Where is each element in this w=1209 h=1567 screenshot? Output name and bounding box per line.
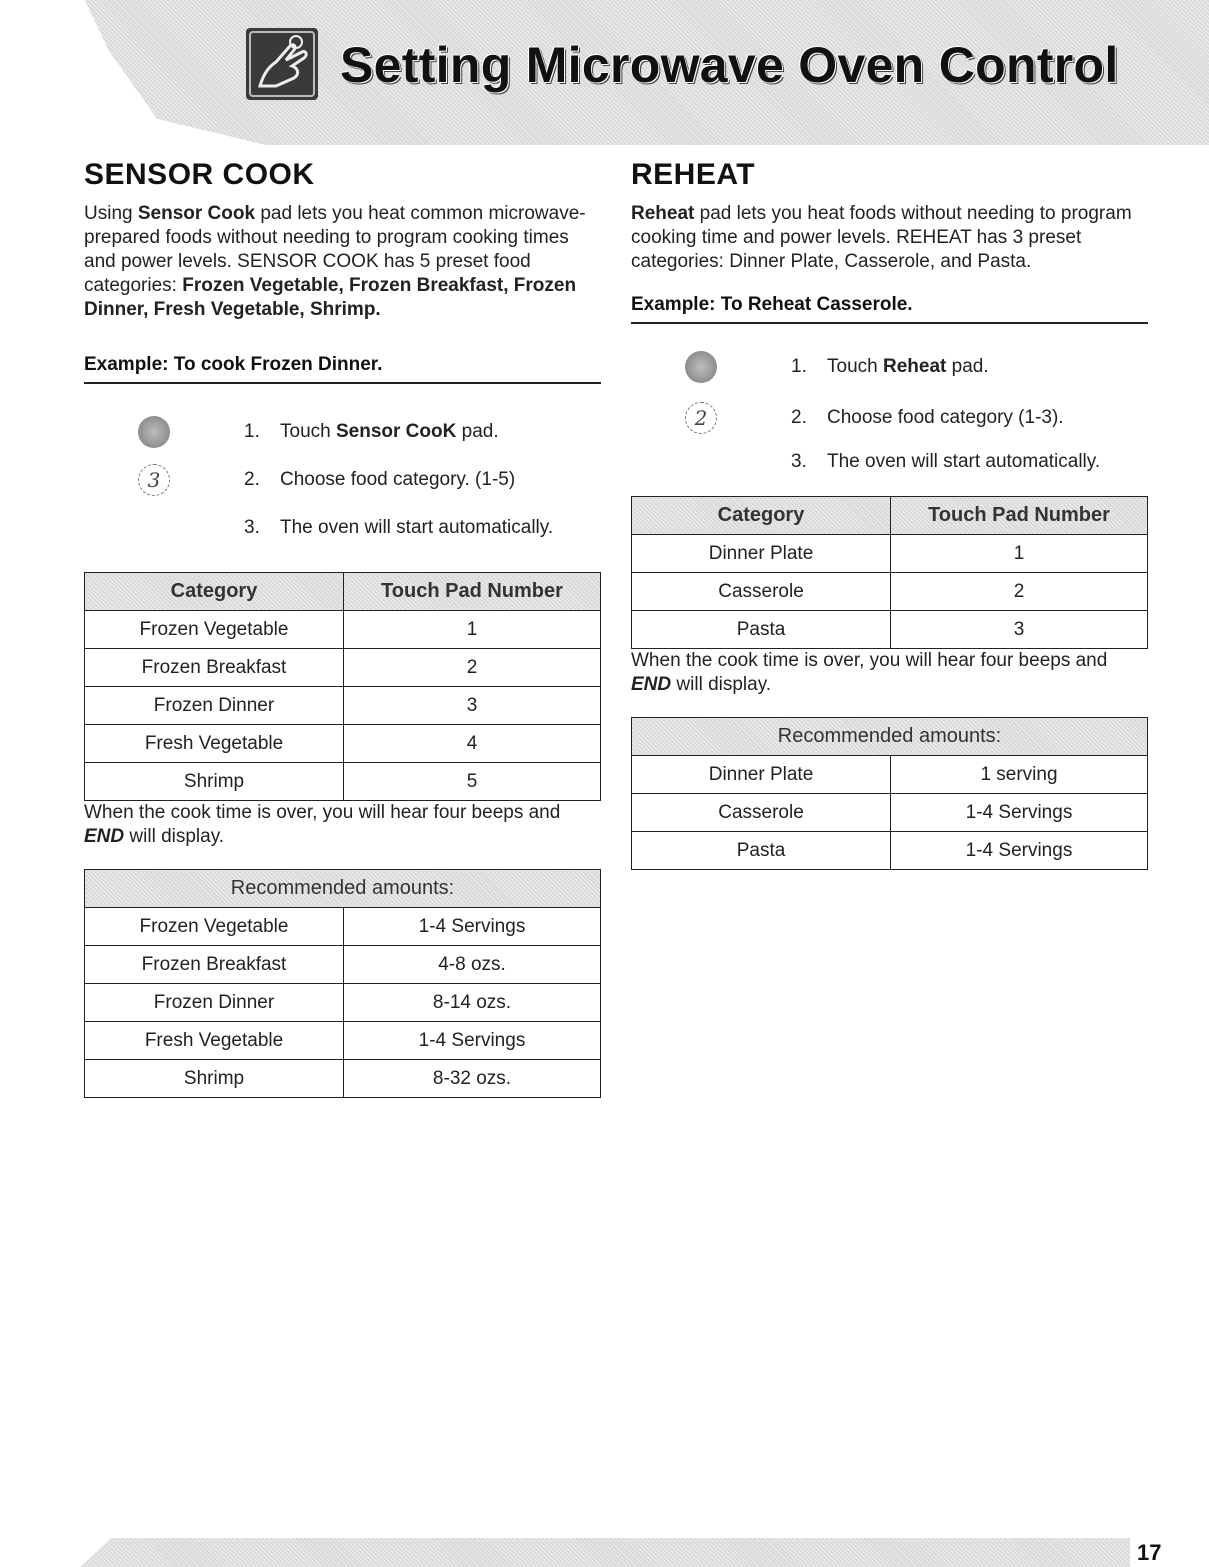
table-cell: Pasta bbox=[632, 611, 891, 649]
number-3-pad-icon[interactable]: 3 bbox=[138, 464, 170, 496]
reheat-pad-icon[interactable] bbox=[685, 351, 717, 383]
table-cell: Dinner Plate bbox=[632, 756, 891, 794]
table-row bbox=[632, 756, 1148, 794]
table-header-cell: Touch Pad Number bbox=[891, 497, 1148, 535]
table-cell: 1-4 Servings bbox=[891, 832, 1148, 870]
table-row bbox=[632, 573, 1148, 611]
sensor-cook-steps bbox=[84, 408, 601, 552]
table-cell: 3 bbox=[344, 687, 601, 725]
table-cell: 2 bbox=[891, 573, 1148, 611]
hand-touch-icon bbox=[246, 28, 318, 100]
table-row bbox=[632, 611, 1148, 649]
sensor-cook-example: Example: To cook Frozen Dinner. bbox=[84, 354, 601, 384]
table-header-cell: Touch Pad Number bbox=[344, 573, 601, 611]
table-cell: 2 bbox=[344, 649, 601, 687]
sensor-cook-end-note: When the cook time is over, you will hear four beeps and END will display. bbox=[84, 802, 561, 847]
table-header-cell: Category bbox=[632, 497, 891, 535]
table-header-row bbox=[85, 870, 601, 908]
step-item bbox=[631, 442, 1148, 482]
step-text: 2. Choose food category (1-3). bbox=[791, 407, 1064, 428]
table-cell: 4 bbox=[344, 725, 601, 763]
table-cell: 1 bbox=[891, 535, 1148, 573]
table-cell: 1-4 Servings bbox=[344, 908, 601, 946]
intro-text: pad lets you heat common microwave-prepared foods without needing to program cooking times and power levels. SENSOR COOK has 5 preset food categories: bbox=[84, 203, 586, 296]
table-cell: 1-4 Servings bbox=[344, 1022, 601, 1060]
table-row bbox=[632, 832, 1148, 870]
reheat-heading: REHEAT bbox=[631, 158, 756, 191]
reheat-steps bbox=[631, 340, 1148, 482]
reheat-category-table bbox=[631, 496, 1148, 649]
table-cell: Casserole bbox=[632, 573, 891, 611]
table-row bbox=[85, 908, 601, 946]
sensor-cook-pad-icon[interactable] bbox=[138, 416, 170, 448]
table-cell: 1 bbox=[344, 611, 601, 649]
number-2-pad-icon[interactable]: 2 bbox=[685, 402, 717, 434]
table-cell: Shrimp bbox=[85, 763, 344, 801]
page-number: 17 bbox=[1137, 1540, 1162, 1565]
table-cell: Frozen Dinner bbox=[85, 984, 344, 1022]
table-row bbox=[632, 535, 1148, 573]
table-row bbox=[85, 611, 601, 649]
page-title: Setting Microwave Oven Control bbox=[340, 37, 1119, 93]
table-cell: Casserole bbox=[632, 794, 891, 832]
table-row bbox=[85, 763, 601, 801]
table-header-cell: Category bbox=[85, 573, 344, 611]
table-row bbox=[85, 649, 601, 687]
table-header-cell: Recommended amounts: bbox=[85, 870, 601, 908]
step-item bbox=[631, 394, 1148, 442]
step-item bbox=[84, 504, 601, 552]
table-header-row bbox=[632, 497, 1148, 535]
reheat-example: Example: To Reheat Casserole. bbox=[631, 294, 1148, 324]
sensor-cook-amounts-table bbox=[84, 869, 601, 1098]
table-row bbox=[85, 946, 601, 984]
table-cell: Frozen Breakfast bbox=[85, 946, 344, 984]
reheat-section bbox=[631, 158, 1148, 870]
table-row bbox=[85, 687, 601, 725]
sensor-cook-section bbox=[84, 158, 601, 1098]
footer-band bbox=[80, 1538, 1130, 1567]
reheat-amounts-table bbox=[631, 717, 1148, 870]
table-cell: 8-32 ozs. bbox=[344, 1060, 601, 1098]
table-cell: Shrimp bbox=[85, 1060, 344, 1098]
reheat-end-note: When the cook time is over, you will hear four beeps and END will display. bbox=[631, 650, 1108, 695]
table-header-row bbox=[85, 573, 601, 611]
table-cell: 1-4 Servings bbox=[891, 794, 1148, 832]
table-cell: 4-8 ozs. bbox=[344, 946, 601, 984]
intro-text: Using bbox=[84, 203, 138, 224]
table-row bbox=[85, 1022, 601, 1060]
step-item bbox=[631, 340, 1148, 394]
step-text: 3. The oven will start automatically. bbox=[244, 517, 554, 538]
table-row bbox=[85, 1060, 601, 1098]
table-cell: 3 bbox=[891, 611, 1148, 649]
table-cell: Dinner Plate bbox=[632, 535, 891, 573]
table-cell: Fresh Vegetable bbox=[85, 1022, 344, 1060]
table-row bbox=[85, 725, 601, 763]
table-row bbox=[632, 794, 1148, 832]
table-header-row bbox=[632, 718, 1148, 756]
step-item bbox=[84, 456, 601, 504]
table-cell: 8-14 ozs. bbox=[344, 984, 601, 1022]
sensor-cook-intro bbox=[84, 202, 601, 322]
sensor-cook-heading: SENSOR COOK bbox=[84, 158, 315, 191]
step-text: 2. Choose food category. (1-5) bbox=[244, 469, 516, 490]
table-cell: 5 bbox=[344, 763, 601, 801]
reheat-intro: Reheat pad lets you heat foods without needing to program cooking time and power levels. REHEAT has 3 preset categories: Dinner Plate, Casserole, and Pasta. bbox=[631, 203, 1132, 272]
table-cell: Frozen Vegetable bbox=[85, 908, 344, 946]
intro-bold: Sensor Cook bbox=[137, 203, 256, 224]
table-cell: Frozen Vegetable bbox=[85, 611, 344, 649]
step-text: 1. Touch Reheat pad. bbox=[791, 356, 989, 377]
table-cell: Pasta bbox=[632, 832, 891, 870]
table-cell: Fresh Vegetable bbox=[85, 725, 344, 763]
step-text: 3. The oven will start automatically. bbox=[791, 451, 1101, 472]
table-header-cell: Recommended amounts: bbox=[632, 718, 1148, 756]
step-item bbox=[84, 408, 601, 456]
table-row bbox=[85, 984, 601, 1022]
table-cell: Frozen Breakfast bbox=[85, 649, 344, 687]
table-cell: Frozen Dinner bbox=[85, 687, 344, 725]
step-text: 1. Touch Sensor CooK pad. bbox=[244, 421, 499, 442]
table-cell: 1 serving bbox=[891, 756, 1148, 794]
intro-bold: Frozen Vegetable, Frozen Breakfast, Frozen Dinner, Fresh Vegetable, Shrimp. bbox=[84, 275, 577, 320]
sensor-cook-category-table bbox=[84, 572, 601, 801]
